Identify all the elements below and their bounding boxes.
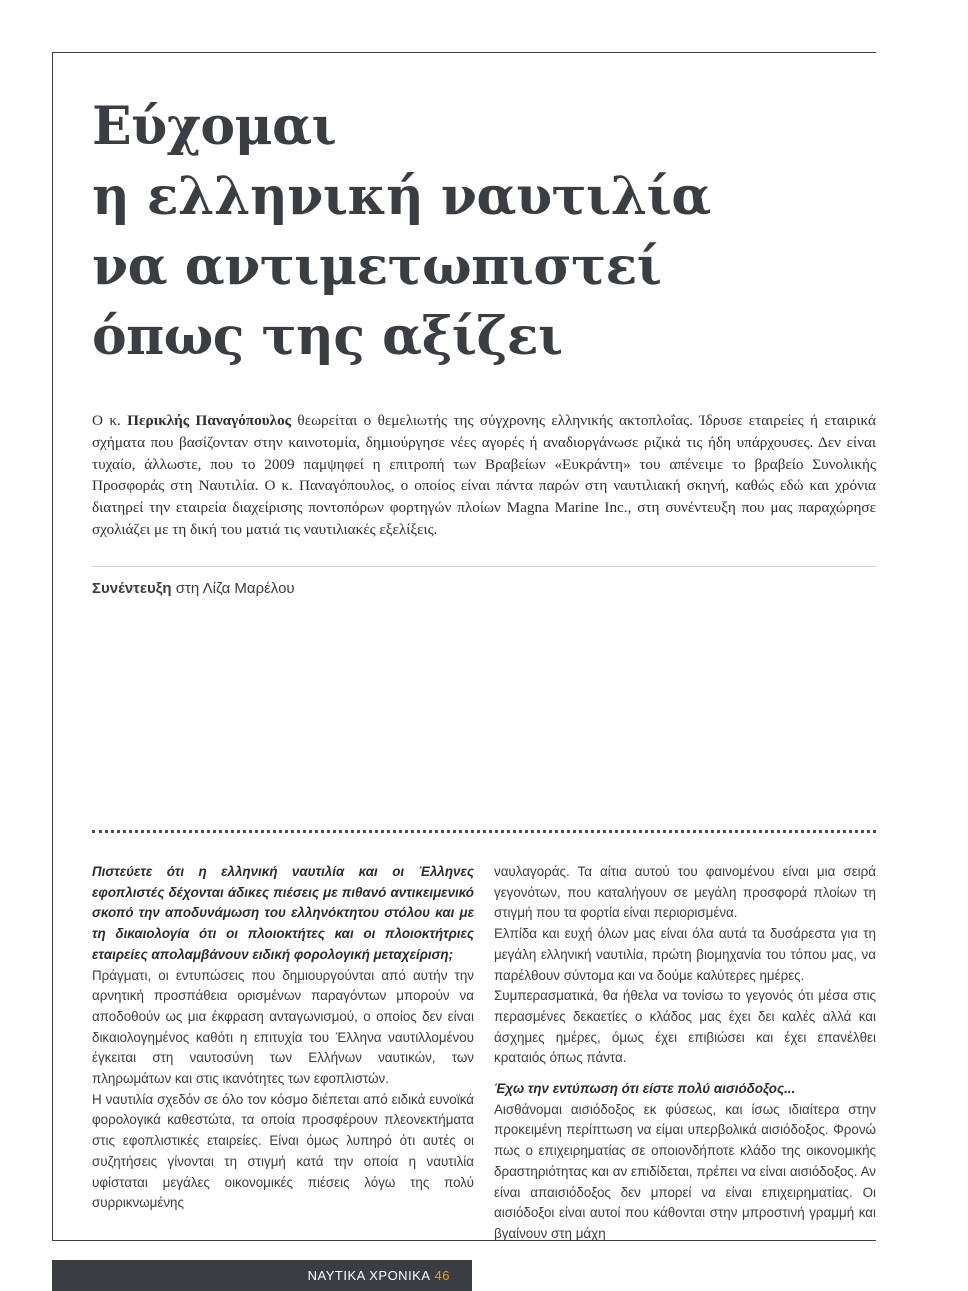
frame-left-line bbox=[52, 52, 53, 1240]
headline-line-4: όπως της αξίζει bbox=[92, 306, 563, 367]
paragraph-gap bbox=[494, 1069, 876, 1079]
left-column bbox=[92, 862, 474, 1214]
question-2: Έχω την εντύπωση ότι είστε πολύ αισιόδοξος... bbox=[494, 1081, 796, 1097]
footer-label bbox=[308, 1260, 450, 1291]
headline-line-3: να αντιμετωπιστεί bbox=[92, 236, 662, 297]
footer-bar bbox=[52, 1260, 472, 1291]
article-intro bbox=[92, 410, 876, 541]
publication-name: ΝΑΥΤΙΚΑ ΧΡΟΝΙΚΑ bbox=[307, 1268, 431, 1283]
intro-person-name: Περικλής Παναγόπουλος bbox=[127, 412, 292, 429]
answer-paragraph: Αισθάνομαι αισιόδοξος εκ φύσεως, και ίσως ιδιαίτερα στην προκειμένη περίπτωση να είμαι υπερβολικά αισιόδοξος. Φρονώ πως ο επιχειρηματίας σε οποιονδήποτε κλάδο της οικονομικής δραστηριότητας και αν επιδίδεται, πρέπει να είναι αισιόδοξος. Αν είναι απαισιόδοξος δεν μπορεί να είναι επιχειρηματίας. Οι αισιόδοξοι είναι αυτοί που κάθονται στην μπροστινή γραμμή και βγαίνουν στη μάχη bbox=[494, 1101, 876, 1241]
answer-paragraph: ναυλαγοράς. Τα αίτια αυτού του φαινομένου είναι μια σειρά γεγονότων, που καταλήγουν σε μεγάλη προσφορά πλοίων τη στιγμή που τα φορτία είναι περιορισμένα. bbox=[494, 864, 876, 921]
answer-paragraph: Συμπερασματικά, θα ήθελα να τονίσω το γεγονός ότι μέσα στις περασμένες δεκαετίες ο κλάδος μας έχει δει καλές αλλά και άσχημες ημέρες, όμως έχει επιβιώσει και έχει επανέλθει κραταιός όπως πάντα. bbox=[494, 988, 876, 1066]
byline-label: Συνέντευξη bbox=[92, 580, 172, 597]
right-column bbox=[494, 862, 876, 1245]
answer-paragraph: Η ναυτιλία σχεδόν σε όλο τον κόσμο διέπεται από ειδικά ευνοϊκά φορολογικά καθεστώτα, τα οποία προσφέρουν πλεονεκτήματα στις εφοπλιστικές εταιρείες. Είναι όμως λυπηρό ότι αυτές οι συζητήσεις γίνονται τη στιγμή κατά την οποία η ναυτιλία υφίσταται μεγάλες οικονομικές πιέσεις λόγω της πολύ συρρικνωμένης bbox=[92, 1091, 474, 1211]
frame-top-line bbox=[52, 52, 876, 53]
intro-prefix: Ο κ. bbox=[92, 412, 128, 429]
answer-paragraph: Πράγματι, οι εντυπώσεις που δημιουργούνται από αυτήν την αρνητική προσπάθεια ορισμένων παραγόντων μπορούν να αποδοθούν ως μια έκφραση ανταγωνισμού, ο οποίος δεν είναι δικαιολογημένος καθότι η επιτυχία του Έλληνα ναυτιλλομένου έγκειται στη ναυτοσύνη των Ελλήνων ναυτικών, των πληρωμάτων και στις ικανότητες των εφοπλιστών. bbox=[92, 967, 474, 1087]
byline bbox=[92, 578, 295, 600]
headline-line-1: Εύχομαι bbox=[92, 96, 337, 157]
intro-text: θεωρείται ο θεμελιωτής της σύγχρονης ελληνικής ακτοπλοΐας. Ίδρυσε εταιρείες ή εταιρικά σχήματα που βασίζονταν στην καινοτομία, δημιούργησε νέες αγορές ή αναδιοργάνωσε ριζικά τις ήδη υπάρχουσες. Δεν είναι τυχαίο, άλλωστε, που το 2009 παμψηφεί η επιτροπή των Βραβείων «Ευκράντη» του απένειμε το βραβείο Συνολικής Προσφοράς στη Ναυτιλία. Ο κ. Παναγόπουλος, ο οποίος είναι πάντα παρών στη ναυτιλιακή σκηνή, καθώς εδώ και χρόνια διατηρεί την εταιρεία διαχείρισης ποντοπόρων φορτηγών πλοίων Magna Marine Inc., στη συνέντευξη που μας παραχώρησε σχολιάζει με τη δική του ματιά τις ναυτιλιακές εξελίξεις. bbox=[92, 412, 877, 538]
headline-line-2: η ελληνική ναυτιλία bbox=[92, 166, 711, 227]
page-number: 46 bbox=[434, 1268, 450, 1283]
byline-author: στη Λίζα Μαρέλου bbox=[171, 580, 295, 597]
intro-divider bbox=[92, 566, 876, 567]
article-headline bbox=[92, 92, 852, 372]
question-1: Πιστεύετε ότι η ελληνική ναυτιλία και οι Έλληνες εφοπλιστές δέχονται άδικες πιέσεις με πιθανό αντικειμενικό σκοπό την αποδυνάμωση του ελληνόκτητου στόλου και με τη δικαιολογία ότι οι πλοιοκτήτες και οι πλοιοκτήτριες εταιρείες απολαμβάνουν ειδική φορολογική μεταχείριση; bbox=[92, 864, 474, 962]
dotted-separator bbox=[92, 830, 876, 833]
answer-paragraph: Ελπίδα και ευχή όλων μας είναι όλα αυτά τα δυσάρεστα για τη μεγάλη ελληνική ναυτιλία, πρώτη βιομηχανία του τόπου μας, να παρέλθουν σύντομα και να δούμε καλύτερες ημέρες. bbox=[494, 926, 876, 983]
